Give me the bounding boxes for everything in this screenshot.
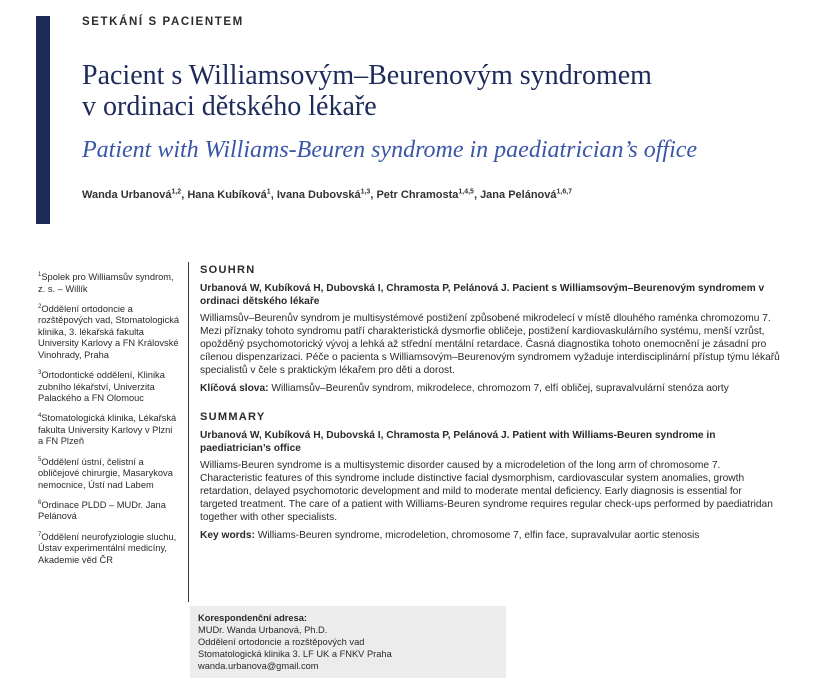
correspondence-line: Oddělení ortodoncie a rozštěpových vad: [198, 637, 365, 647]
correspondence-line: Stomatologická klinika 3. LF UK a FNKV Praha: [198, 649, 392, 659]
summary-body: Williams-Beuren syndrome is a multisystemic disorder caused by a microdeletion of the long arm of chromosome 7. Characteristic features of this syndrome include distinctive facial dysmorphism, cardiovascular system anomalies, growth retardation, delayed psychomotoric development and mild to moderate mental deficiency. Early diagnosis is essential for targeted treatment. The care of a patient with Williams-Beuren syndrome requires regular check-ups performed by paediatridan together with other specialists.: [200, 460, 773, 523]
souhrn-heading: SOUHRN: [200, 264, 256, 276]
souhrn-citation: Urbanová W, Kubíková H, Dubovská I, Chramosta P, Pelánová J. Pacient s Williamsovým–Beurenovým syndromem v ordinaci dětského lékaře: [200, 283, 765, 307]
souhrn-keywords: [200, 382, 780, 395]
author-list: [82, 188, 802, 201]
summary-keywords-label: Key words:: [200, 530, 255, 541]
affiliation-item: $^4$Stomatologická klinika, Lékařská fakulta University Karlovy v Plzni a FN Plzeň: [38, 413, 177, 447]
correspondence-box: [190, 606, 506, 678]
section-label: SETKÁNÍ S PACIENTEM: [82, 16, 244, 28]
author: Petr Chramosta$^{1,4,5}$,: [376, 188, 481, 201]
correspondence-heading: Korespondenční adresa:: [198, 613, 308, 623]
summary-keywords: [200, 529, 780, 542]
affiliation-item: $^7$Oddělení neurofyziologie sluchu, Ústav experimentální medicíny, Akademie věd ČR: [38, 531, 177, 565]
souhrn-keywords-text: Williamsův–Beurenův syndrom, mikrodelece, chromozom 7, elfí obličej, supravalvulární stenóza aorty: [271, 383, 729, 394]
correspondence-line: MUDr. Wanda Urbanová, Ph.D.: [198, 625, 328, 635]
affiliation-item: $^6$Ordinace PLDD – MUDr. Jana Pelánová: [38, 499, 166, 522]
affiliation-item: $^5$Oddělení ústní, čelistní a obličejové chirurgie, Masarykova nemocnice, Ústí nad Labem: [38, 456, 173, 490]
souhrn-keywords-label: Klíčová slova:: [200, 383, 269, 394]
souhrn-body: Williamsův–Beurenův syndrom je multisystémové postižení způsobené mikrodelecí v místě dlouhého raménka chromozomu 7. Mezi příznaky tohoto syndromu patří charakteristická dysmorfie obličeje, postižení kardiovaskulárního systému, menší vzrůst, opožděný psychomotorický vývoj a lehká až střední mentální retardace. Časná diagnostika tohoto onemocnění je zásadní pro cílenou dispenzarizaci. Péče o pacienta s Williamsovým–Beurenovým syndromem vyžaduje interdisciplinární přístup týmu lékařů specialistů v čele s praktickým lékařem pro děti a dorost.: [200, 313, 780, 376]
affiliations-sidebar: [38, 270, 180, 573]
title-czech-line-2: v ordinaci dětského lékaře: [82, 91, 377, 122]
affiliation-item: $^2$Oddělení ortodoncie a rozštěpových vad, Stomatologická klinika, 3. lékařská fakulta University Karlovy a FN Královské Vinohrady, Praha: [38, 303, 180, 360]
title-english: Patient with Williams-Beuren syndrome in paediatrician’s office: [82, 137, 698, 163]
author: Jana Pelánová$^{1,6,7}$: [480, 188, 573, 201]
correspondence-email[interactable]: wanda.urbanova@gmail.com: [198, 661, 319, 671]
author: Hana Kubíková$^1$,: [187, 188, 277, 201]
summary-keywords-text: Williams-Beuren syndrome, microdeletion, chromosome 7, elfin face, supravalvular aortic stenosis: [257, 530, 700, 541]
summary-heading: SUMMARY: [200, 411, 266, 423]
abstract-content: [200, 264, 780, 542]
column-divider: [188, 262, 189, 602]
title-czech: [82, 60, 802, 122]
accent-bar: [36, 16, 50, 224]
author: Wanda Urbanová$^{1,2}$,: [82, 188, 188, 201]
author: Ivana Dubovská$^{1,3}$,: [276, 188, 377, 201]
affiliation-item: $^3$Ortodontické oddělení, Klinika zubního lékařství, Univerzita Palackého a FN Olomouc: [38, 370, 165, 403]
summary-citation: Urbanová W, Kubíková H, Dubovská I, Chramosta P, Pelánová J. Patient with Williams-Beuren syndrome in paediatrician’s office: [200, 430, 716, 454]
affiliation-item: $^1$Spolek pro Williamsův syndrom, z. s. – Willík: [38, 272, 174, 294]
title-czech-line-1: Pacient s Williamsovým–Beurenovým syndromem: [82, 60, 652, 91]
